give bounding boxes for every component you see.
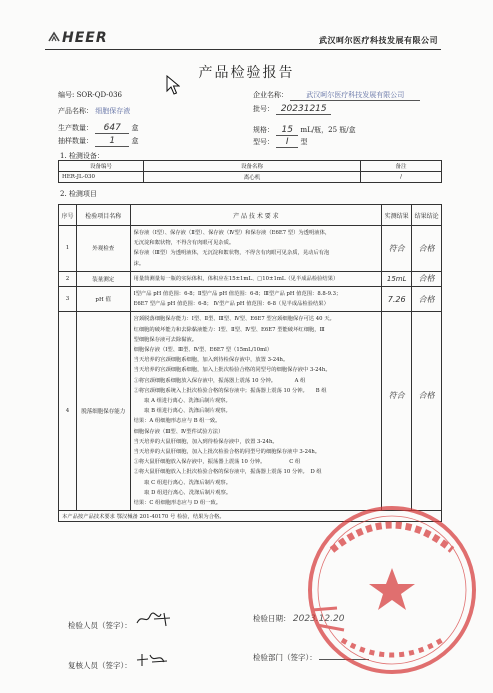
inspection-row-volume (59, 271, 442, 286)
row-measured: 7.26 (382, 287, 412, 312)
date-label: 检验日期： (253, 614, 291, 623)
date-value: 2023.12.20 (292, 614, 345, 624)
page-title: 产品检验报告 (198, 65, 295, 81)
req-line: 细胞保存液（Ⅰ型、Ⅲ型、Ⅳ型、E6E7 型（15mL/10ml） (133, 347, 273, 354)
row-no: 2 (59, 271, 77, 286)
equipment-table (58, 160, 442, 183)
official-company-seal (292, 480, 492, 690)
sample-label: 抽样数量： (58, 137, 93, 145)
enterprise-label: 企业名称： (253, 91, 288, 99)
model-unit: 型 (300, 138, 308, 146)
header-requirements: 产 品 技 术 要 求 (130, 205, 382, 226)
mouse-cursor-icon (166, 75, 180, 95)
batch-value: 20231215 (276, 104, 331, 115)
row-item: 脱落细胞保存能力 (76, 312, 130, 511)
row-conclusion: 合格 (412, 226, 442, 272)
row-measured: 符合 (382, 312, 412, 511)
header-rule (45, 49, 441, 50)
sample-value: 1 (95, 136, 129, 147)
equipment-header-row (59, 161, 442, 172)
serial-label: 编号: (58, 91, 75, 99)
serial-field (58, 90, 122, 100)
header-company: 武汉呵尔医疗科技发展有限公司 (319, 35, 438, 45)
req-line: 沫。 (133, 260, 145, 267)
equipment-header-id: 设备编号 (59, 161, 144, 172)
inspector-label: 检验人员（签字）： (68, 621, 132, 630)
req-line: 宫颈脱落细胞保存能力：Ⅰ型、Ⅱ型、Ⅲ型、Ⅳ型、E6E7 型宫颈细胞保存可达 40 天。 (133, 316, 335, 323)
inspection-section-title: 2. 检测项目 (60, 190, 97, 198)
spec-field (253, 125, 356, 136)
qty-unit: 盒 (131, 124, 139, 132)
product-label: 产品名称： (58, 107, 93, 115)
req-line: 取 A 组进行离心、洗涤后制片观察。 (133, 398, 231, 405)
reviewer-label: 复核人员（签字）： (68, 661, 132, 670)
row-item: pH 值 (76, 287, 130, 312)
req-line: ①将大鼠肝细胞放入保存液中，振荡器上震荡 10 分钟。 C 组 (133, 459, 301, 466)
req-line: 当天培养的宫颈细胞系细胞，加入上批次检验合格的同型号的细胞保存液中 3-24h。 (133, 367, 331, 374)
inspector-handwritten-signature (134, 610, 174, 628)
row-item: 外观检查 (76, 226, 130, 272)
product-field (58, 106, 130, 116)
equipment-note: / (361, 172, 442, 183)
qty-value: 647 (95, 123, 129, 134)
req-line: 当天培养的宫颈细胞系细胞，加入到待检保存液中，放置 3-24h。 (133, 357, 289, 364)
req-line: 无沉淀和絮状物，不得含有肉眼可见杂质。 (133, 240, 235, 247)
req-line: 当天培养的大鼠肝细胞，加入到待检保存液中，放置 3-24h。 (133, 438, 278, 445)
row-requirements (130, 271, 382, 286)
req-line: 结果：C 组细胞形态应与 D 组一致。 (133, 500, 222, 507)
req-line: 取 D 组进行离心、洗涤后制片观察。 (133, 489, 232, 496)
model-value: Ⅰ (276, 137, 298, 148)
row-no: 3 (59, 287, 77, 312)
qty-label: 生产数量： (58, 124, 93, 132)
header-item: 检验项目名称 (76, 205, 130, 226)
row-measured: 符合 (382, 226, 412, 272)
req-line: 型细胞保存液可去除黏液。 (133, 336, 198, 343)
req-line: 当天培养的大鼠肝细胞，加入上批次检验合格的同型号的细胞保存液中 3-24h。 (133, 449, 321, 456)
qty-field (58, 123, 138, 134)
equipment-header-note: 备注 (361, 161, 442, 172)
reviewer-handwritten-signature (134, 650, 170, 668)
req-line: 红细胞的破坏能力和去除黏液能力：Ⅰ型、Ⅱ型、Ⅳ型、E6E7 型能破坏红细胞，Ⅲ (133, 326, 325, 333)
header-measured: 实测结果 (382, 205, 412, 226)
spec-unit: mL/瓶，25 瓶/盒 (300, 126, 356, 134)
inspection-note: 本产品按产品技术要求 鄂汉械备 201-40170 号 检验，结果为合格。 (59, 511, 442, 522)
batch-label: 批号： (253, 105, 274, 113)
row-item: 装量测定 (76, 271, 130, 286)
batch-field (253, 104, 331, 115)
row-no: 1 (59, 226, 77, 272)
row-measured: 15mL (382, 271, 412, 286)
row-conclusion: 合格 (412, 271, 442, 286)
model-field (253, 137, 307, 148)
req-line: 用量筒测量每一瓶的实际体积，体积应在15±1mL、□10±1mL（见半成品检验结果） (133, 275, 339, 282)
logo-mark-icon (48, 31, 60, 43)
req-line: ①将宫颈细胞系细胞放入保存液中，振荡器上震荡 10 分钟。 A 组 (133, 377, 306, 384)
equipment-name: 离心机 (144, 172, 361, 183)
inspection-row-ph (59, 287, 442, 312)
req-line: 结果：A 组细胞形态应与 B 组一致。 (133, 418, 221, 425)
header-conclusion: 结果结论 (412, 205, 442, 226)
enterprise-field (253, 90, 420, 101)
sample-field (58, 136, 138, 147)
req-line: ②将大鼠肝细胞放入上批次检验合格的保存液中，振荡器上震荡 10 分钟。 D 组 (133, 469, 322, 476)
inspection-header-row (59, 205, 442, 226)
req-line: E6E7 型产品 pH 值范围：6-8； Ⅳ型产品 pH 值范围：6-8（见半成品检验结果） (133, 301, 329, 308)
req-line: 细胞保存液（Ⅲ型、Ⅳ型件试验方法） (133, 428, 224, 435)
req-line: 保存液（Ⅲ型）为透明液体，无沉淀和絮状物，不得含有肉眼可见杂质，晃动后有泡 (133, 250, 330, 257)
logo-text: HEER (62, 30, 108, 46)
reviewer-signature (68, 650, 170, 671)
row-requirements (130, 287, 382, 312)
equipment-header-name: 设备名称 (144, 161, 361, 172)
dept-label: 检验部门（签字）： (253, 653, 317, 662)
equipment-id: HER-JL-030 (59, 172, 144, 183)
equipment-section-title: 1. 检测设备： (60, 152, 104, 160)
row-requirements (130, 226, 382, 272)
spec-label: 规格： (253, 126, 274, 134)
row-conclusion: 合格 (412, 312, 442, 511)
row-conclusion: 合格 (412, 287, 442, 312)
model-label: 型号： (253, 138, 274, 146)
row-no: 4 (59, 312, 77, 511)
company-logo (48, 30, 108, 46)
req-line: ②将宫颈细胞系统入上批次检验合格的保存液中；振荡器上震荡 10 分钟。 B 组 (133, 387, 327, 394)
spec-value: 15 (276, 125, 298, 136)
equipment-row (59, 172, 442, 183)
inspection-table (58, 204, 442, 522)
req-line: 取 C 组进行离心、洗涤后制片观察。 (133, 479, 231, 486)
req-line: Ⅰ型产品 pH 值范围：6-8；Ⅱ型产品 pH 值范围：6-8；Ⅲ型产品 pH 值范围：8.8-9.3； (133, 291, 342, 298)
sample-unit: 盒 (131, 137, 139, 145)
inspector-signature (68, 610, 174, 631)
header-no: 序号 (59, 205, 77, 226)
enterprise-value: 武汉呵尔医疗科技发展有限公司 (290, 90, 420, 101)
inspection-row-appearance (59, 226, 442, 272)
req-line: 取 B 组进行离心、洗涤后制片观察。 (133, 408, 231, 415)
serial-value: SOR-QD-036 (76, 91, 122, 99)
req-line: 保存液（Ⅰ型）、保存液（Ⅱ型）、保存液（Ⅳ型）和保存液（E6E7 型）为透明液体， (133, 230, 331, 236)
product-value: 细胞保存液 (95, 107, 131, 115)
